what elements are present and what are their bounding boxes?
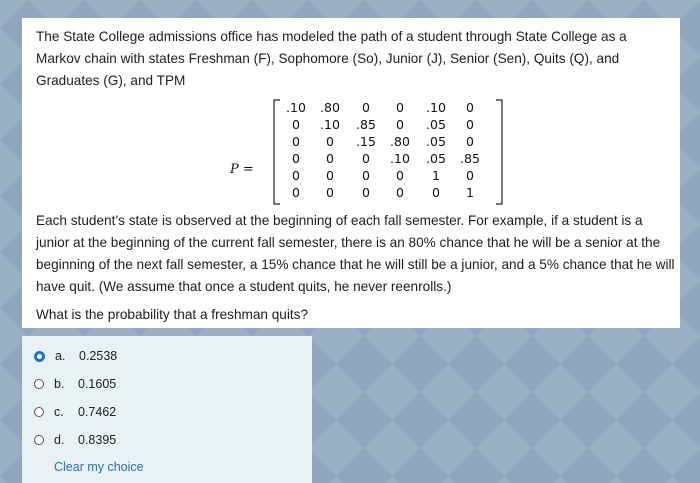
option-c[interactable] — [34, 402, 116, 422]
option-b[interactable] — [34, 374, 116, 394]
matrix-cell: 0 — [292, 134, 300, 149]
matrix-cell: 0 — [466, 134, 474, 149]
question-explanation: Each student’s state is observed at the beginning of each fall semester. For example, if a student is a junior at the beginning of the current fall semester, there is an 80% chance that he will be a senior at the beginning of the next fall semester, a 15% chance that he will still be a junior, and a 5% chance that he will have quit. (We assume that once a student quits, he never reenrolls.) — [36, 213, 675, 294]
matrix-label: P = — [230, 162, 254, 177]
matrix-cell: .10 — [286, 100, 306, 115]
matrix-cell: 1 — [432, 168, 440, 183]
option-letter: d. — [54, 433, 65, 447]
matrix-cell: 0 — [396, 168, 404, 183]
clear-choice-link[interactable]: Clear my choice — [54, 460, 144, 474]
matrix-cell: 0 — [326, 185, 334, 200]
matrix-cell: .80 — [390, 134, 410, 149]
option-letter: c. — [54, 405, 64, 419]
option-value: 0.8395 — [78, 433, 117, 447]
matrix-cell: .10 — [390, 151, 410, 166]
radio-icon[interactable] — [34, 379, 44, 389]
matrix-cell: 0 — [326, 151, 334, 166]
matrix-cell: 0 — [432, 185, 440, 200]
question-card — [22, 18, 680, 328]
question-intro: The State College admissions office has modeled the path of a student through State College as a Markov chain with states Freshman (F), Sophomore (So), Junior (J), Senior (Sen), Quits (Q), and Graduates (G), and TPM — [36, 29, 627, 88]
option-letter: b. — [54, 377, 65, 391]
option-value: 0.2538 — [79, 349, 118, 363]
matrix-cell: 0 — [362, 100, 370, 115]
matrix-cell: 0 — [362, 168, 370, 183]
matrix-cell: 0 — [292, 117, 300, 132]
matrix-cell: .80 — [320, 100, 340, 115]
matrix-cell: 0 — [466, 100, 474, 115]
matrix-cell: .15 — [356, 134, 376, 149]
matrix-cell: 0 — [466, 168, 474, 183]
option-value: 0.1605 — [78, 377, 117, 391]
matrix-grid — [270, 98, 506, 208]
matrix-cell: 0 — [396, 117, 404, 132]
matrix-cell: 0 — [292, 151, 300, 166]
matrix-cell: .05 — [426, 117, 446, 132]
matrix-cell: .85 — [356, 117, 376, 132]
matrix-cell: .85 — [460, 151, 480, 166]
option-d[interactable] — [34, 430, 116, 450]
matrix-cell: .10 — [320, 117, 340, 132]
matrix-cell: 0 — [326, 134, 334, 149]
matrix-cell: 0 — [292, 168, 300, 183]
matrix-cell: 0 — [396, 185, 404, 200]
matrix-cell: 0 — [326, 168, 334, 183]
option-value: 0.7462 — [78, 405, 117, 419]
option-letter: a. — [55, 349, 66, 363]
matrix-cell: 0 — [466, 117, 474, 132]
radio-icon[interactable] — [34, 407, 44, 417]
answer-options — [22, 336, 312, 483]
matrix-cell: 1 — [466, 185, 474, 200]
option-a[interactable] — [34, 346, 117, 366]
question-prompt: What is the probability that a freshman quits? — [36, 307, 309, 322]
matrix-cell: .05 — [426, 151, 446, 166]
matrix-cell: 0 — [396, 100, 404, 115]
radio-icon[interactable] — [34, 351, 45, 362]
matrix-cell: 0 — [292, 185, 300, 200]
matrix-cell: 0 — [362, 151, 370, 166]
matrix-cell: .10 — [426, 100, 446, 115]
radio-icon[interactable] — [34, 435, 44, 445]
matrix-cell: 0 — [362, 185, 370, 200]
matrix-cell: .05 — [426, 134, 446, 149]
